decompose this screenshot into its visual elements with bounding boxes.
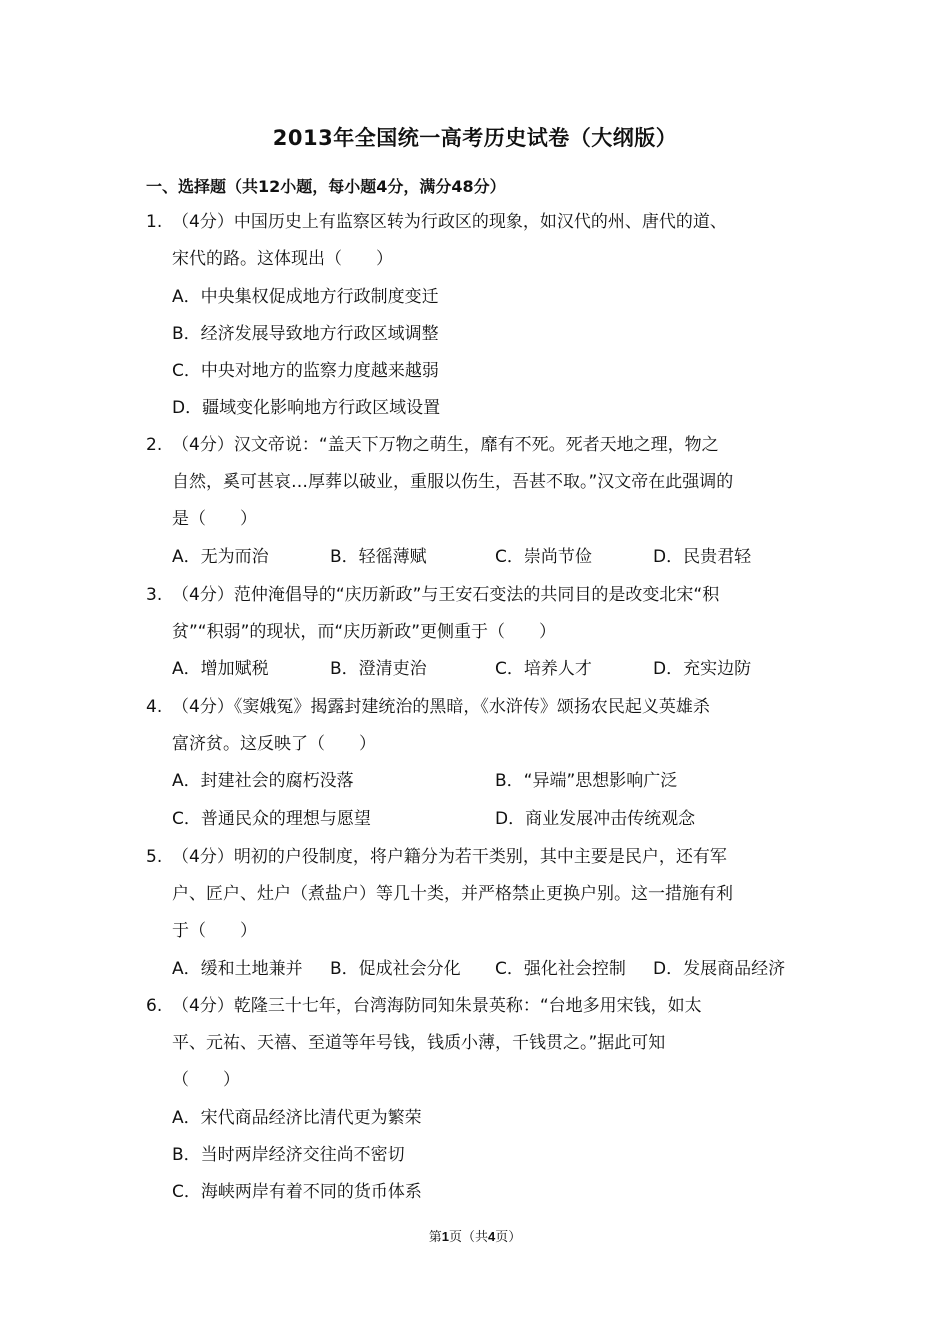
section-heading: 一、选择题（共12小题，每小题4分，满分48分） bbox=[146, 177, 506, 196]
question-text-line: 宋代的路。这体现出（ ） bbox=[172, 249, 393, 269]
question-text-line: 富济贫。这反映了（ ） bbox=[172, 734, 376, 754]
option-a[interactable]: A．宋代商品经济比清代更为繁荣 bbox=[172, 1108, 422, 1128]
question-text-line: （4分）《窦娥冤》揭露封建统治的黑暗，《水浒传》颂扬农民起义英雄杀 bbox=[172, 697, 710, 717]
question-text-line: 户、匠户、灶户（煮盐户）等几十类，并严格禁止更换户别。这一措施有利 bbox=[172, 884, 733, 904]
question-number: 2. bbox=[146, 435, 163, 455]
question-text-line: 自然，奚可甚哀…厚葬以破业，重服以伤生，吾甚不取。”汉文帝在此强调的 bbox=[172, 472, 734, 492]
option-a[interactable]: A．封建社会的腐朽没落 bbox=[172, 771, 354, 791]
option-c[interactable]: C．普通民众的理想与愿望 bbox=[172, 809, 371, 829]
question-text-line: （4分）汉文帝说：“盖天下万物之萌生，靡有不死。死者天地之理，物之 bbox=[172, 435, 719, 455]
question-number: 1. bbox=[146, 212, 163, 232]
option-b[interactable]: B．“异端”思想影响广泛 bbox=[495, 771, 678, 791]
option-a[interactable]: A．中央集权促成地方行政制度变迁 bbox=[172, 287, 439, 307]
option-c[interactable]: C．强化社会控制 bbox=[495, 959, 626, 979]
question-number: 6. bbox=[146, 996, 163, 1016]
option-c[interactable]: C．培养人才 bbox=[495, 659, 592, 679]
question-text-line: 于（ ） bbox=[172, 921, 257, 941]
option-c[interactable]: C．崇尚节俭 bbox=[495, 547, 592, 567]
exam-title: 2013年全国统一高考历史试卷（大纲版） bbox=[272, 126, 678, 150]
option-b[interactable]: B．经济发展导致地方行政区域调整 bbox=[172, 324, 439, 344]
option-c[interactable]: C．海峡两岸有着不同的货币体系 bbox=[172, 1182, 422, 1202]
question-text-line: 是（ ） bbox=[172, 509, 257, 529]
question-number: 4. bbox=[146, 697, 163, 717]
option-a[interactable]: A．增加赋税 bbox=[172, 659, 269, 679]
option-c[interactable]: C．中央对地方的监察力度越来越弱 bbox=[172, 361, 439, 381]
footer-middle: 页（共 bbox=[448, 1230, 488, 1245]
option-a[interactable]: A．缓和土地兼并 bbox=[172, 959, 303, 979]
option-b[interactable]: B．促成社会分化 bbox=[330, 959, 461, 979]
question-text-line: 贫”“积弱”的现状，而“庆历新政”更侧重于（ ） bbox=[172, 622, 557, 642]
question-text-line: 平、元祐、天禧、至道等年号钱，钱质小薄，千钱贯之。”据此可知 bbox=[172, 1033, 666, 1053]
option-b[interactable]: B．轻徭薄赋 bbox=[330, 547, 427, 567]
question-text-line: （4分）范仲淹倡导的“庆历新政”与王安石变法的共同目的是改变北宋“积 bbox=[172, 585, 720, 605]
option-d[interactable]: D．商业发展冲击传统观念 bbox=[495, 809, 696, 829]
question-text-line: （4分）明初的户役制度，将户籍分为若干类别，其中主要是民户，还有军 bbox=[172, 847, 727, 867]
option-d[interactable]: D．充实边防 bbox=[653, 659, 752, 679]
footer-prefix: 第 bbox=[428, 1230, 442, 1245]
option-d[interactable]: D．发展商品经济 bbox=[653, 959, 786, 979]
question-text-line: （4分）乾隆三十七年，台湾海防同知朱景英称：“台地多用宋钱，如太 bbox=[172, 996, 702, 1016]
option-b[interactable]: B．澄清吏治 bbox=[330, 659, 427, 679]
question-number: 5. bbox=[146, 847, 163, 867]
footer-total-pages: 4 bbox=[488, 1229, 496, 1244]
option-a[interactable]: A．无为而治 bbox=[172, 547, 269, 567]
question-text-line: （4分）中国历史上有监察区转为行政区的现象，如汉代的州、唐代的道、 bbox=[172, 212, 727, 232]
option-b[interactable]: B．当时两岸经济交往尚不密切 bbox=[172, 1145, 405, 1165]
page-footer bbox=[0, 1226, 950, 1245]
footer-page-number: 1 bbox=[441, 1229, 449, 1244]
question-number: 3. bbox=[146, 585, 163, 605]
question-text-line: （ ） bbox=[172, 1070, 240, 1090]
option-d[interactable]: D．疆域变化影响地方行政区域设置 bbox=[172, 398, 441, 418]
footer-suffix: 页） bbox=[495, 1230, 522, 1245]
option-d[interactable]: D．民贵君轻 bbox=[653, 547, 752, 567]
